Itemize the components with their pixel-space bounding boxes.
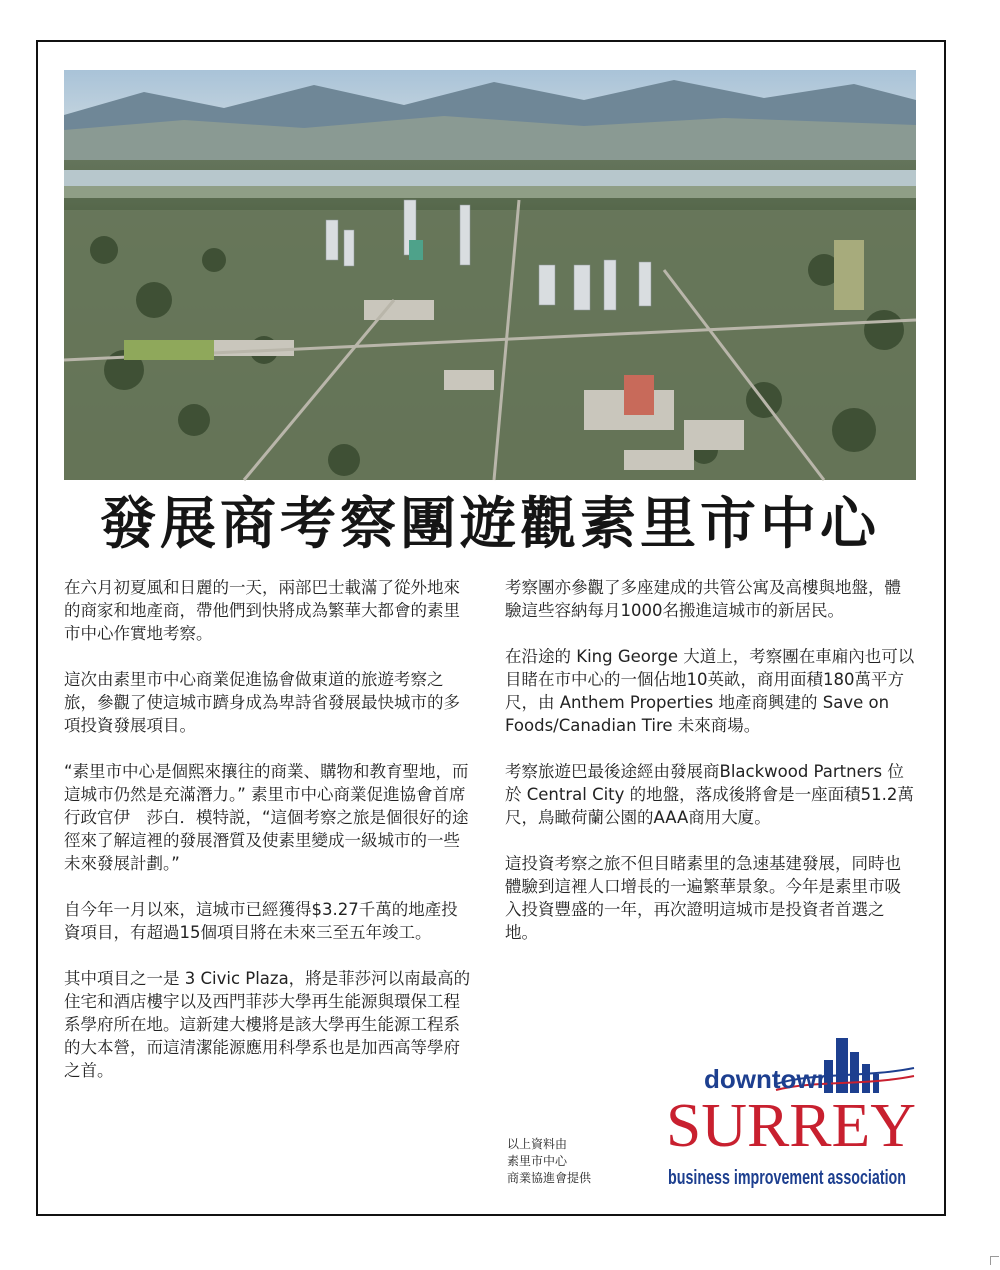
credit-line: 商業協進會提供 [507, 1171, 592, 1185]
paragraph: 這次由素里市中心商業促進協會做東道的旅遊考察之旅，參觀了使這城市躋身成為卑詩省發展最快城市的多項投資發展項目。 [64, 670, 460, 735]
headline: 發展商考察團遊觀素里市中心 [100, 492, 880, 557]
downtown-surrey-logo [664, 1038, 924, 1198]
paragraph: 自今年一月以來，這城市已經獲得$3.27千萬的地產投資項目，有超過15個項目將在未來三至五年竣工。 [64, 900, 458, 942]
aerial-city-photo [64, 70, 916, 480]
aerial-city-photo-icon [64, 70, 916, 480]
paragraph: 其中項目之一是 3 Civic Plaza，將是菲莎河以南最高的住宅和酒店樓宇以及西門菲莎大學再生能源與環保工程系學府所在地。這新建大樓將是該大學再生能源工程系的大本營，而這清潔能源應用科學系也是加西高等學府之首。 [64, 969, 471, 1080]
page-corner-mark [990, 1256, 999, 1265]
source-credit [507, 1136, 591, 1187]
paragraph: 在沿途的 King George 大道上，考察團在車廂內也可以目睹在市中心的一個佔地10英畝，商用面積180萬平方尺，由 Anthem Properties 地產商興建的 Save on Foods/Canadian Tire 未來商場。 [505, 647, 915, 735]
paragraph: 考察旅遊巴最後途經由發展商Blackwood Partners 位於 Central City 的地盤，落成後將會是一座面積51.2萬尺，鳥瞰荷蘭公園的AAA商用大廈。 [505, 762, 914, 827]
paragraph: 考察團亦參觀了多座建成的共管公寓及高樓與地盤，體驗這些容納每月1000名搬進這城市的新居民。 [505, 578, 901, 620]
skyline-logo-icon [664, 1038, 924, 1198]
credit-line: 以上資料由 [507, 1137, 568, 1151]
paragraph: “素里市中心是個熙來攘往的商業、購物和教育聖地，而這城市仍然是充滿潛力。” 素里市中心商業促進協會首席行政官伊 莎白．模特説，“這個考察之旅是個很好的途徑來了解這裡的發展潛質及使素里變成一級城市的一些未來發展計劃。” [64, 762, 469, 873]
logo-surrey: SURREY [666, 1092, 916, 1160]
logo-downtown: downtown [704, 1064, 833, 1094]
credit-line: 素里市中心 [507, 1154, 568, 1168]
paragraph: 在六月初夏風和日麗的一天，兩部巴士載滿了從外地來的商家和地產商，帶他們到快將成為繁華大都會的素里市中心作實地考察。 [64, 578, 460, 643]
right-column [505, 576, 917, 967]
left-column [64, 576, 474, 1105]
logo-tagline: business improvement association [668, 1167, 906, 1189]
paragraph: 這投資考察之旅不但目睹素里的急速基建發展，同時也體驗到這裡人口增長的一遍繁華景象。今年是素里市吸入投資豐盛的一年，再次證明這城市是投資者首選之地。 [505, 854, 901, 942]
